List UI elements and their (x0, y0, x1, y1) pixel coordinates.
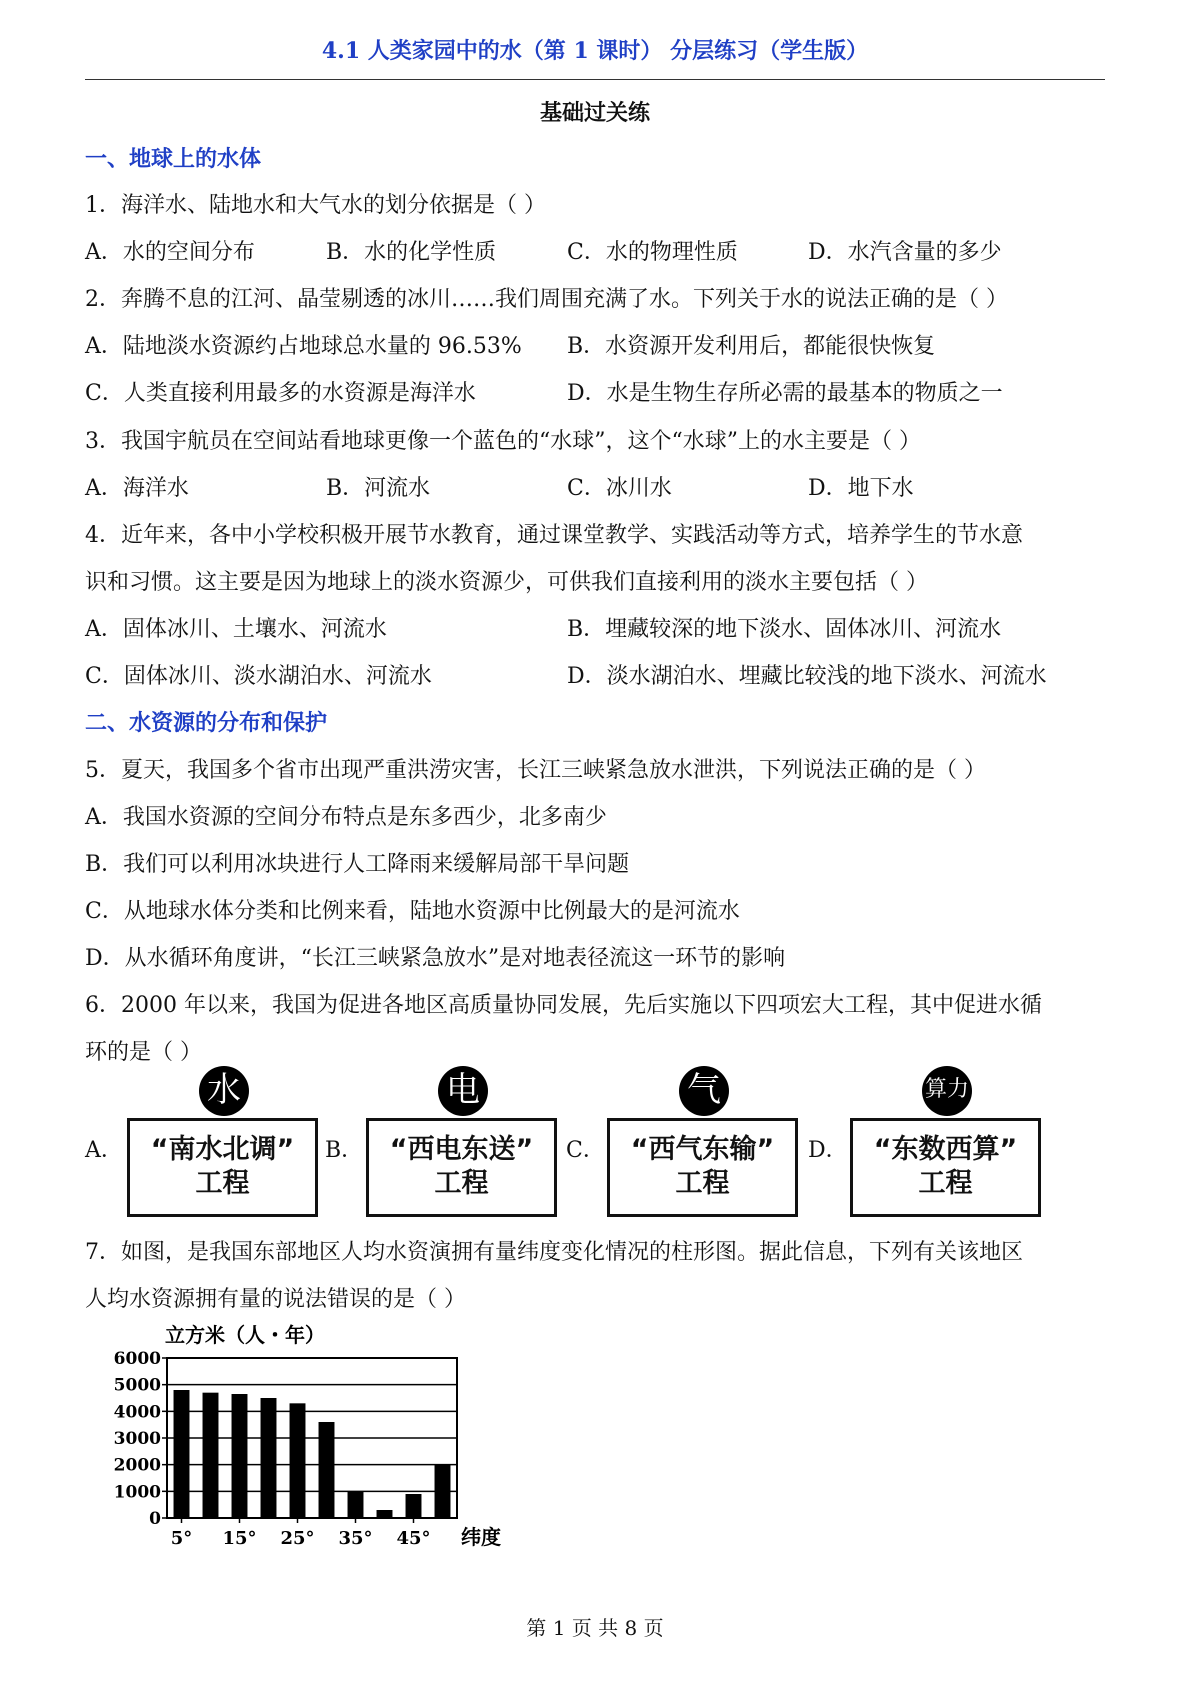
y-tick-label: 5000 (113, 1375, 161, 1396)
q3-stem: 3．我国宇航员在空间站看地球更像一个蓝色的“水球”，这个“水球”上的水主要是（ ） (85, 429, 921, 454)
y-tick-label: 6000 (113, 1349, 161, 1369)
x-tick-label: 15° (222, 1528, 257, 1549)
section-heading: 基础过关练 (539, 100, 650, 126)
q5-option-c[interactable]: C．从地球水体分类和比例来看，陆地水资源中比例最大的是河流水 (85, 899, 740, 924)
q4-option-d[interactable]: D．淡水湖泊水、埋藏比较浅的地下淡水、河流水 (567, 664, 1047, 689)
q4-stem-line1: 4．近年来，各中小学校积极开展节水教育，通过课堂教学、实践活动等方式，培养学生的节水意 (85, 523, 1024, 548)
gas-badge-icon: 气 (679, 1066, 729, 1116)
q3-option-c[interactable]: C．冰川水 (567, 476, 672, 501)
y-tick-label: 0 (149, 1509, 161, 1529)
x-axis-label: 纬度 (461, 1525, 501, 1549)
computing-badge-icon: 算力 (922, 1066, 972, 1116)
q1-stem: 1．海洋水、陆地水和大气水的划分依据是（ ） (85, 193, 546, 218)
q6-option-b-letter[interactable]: B． (325, 1138, 364, 1163)
q5-option-a[interactable]: A．我国水资源的空间分布特点是东多西少，北多南少 (85, 805, 607, 830)
bar (319, 1422, 335, 1518)
q5-option-b[interactable]: B．我们可以利用冰块进行人工降雨来缓解局部干旱问题 (85, 852, 630, 877)
bar (435, 1465, 451, 1518)
q6-option-c-line1: “西气东输” (630, 1134, 775, 1165)
bar (174, 1390, 190, 1518)
x-tick-label: 5° (170, 1528, 193, 1549)
bar (203, 1393, 219, 1518)
q2-stem: 2．奔腾不息的江河、晶莹剔透的冰川……我们周围充满了水。下列关于水的说法正确的是（ ） (85, 287, 1008, 312)
q2-option-c[interactable]: C．人类直接利用最多的水资源是海洋水 (85, 381, 476, 406)
q6-option-b-line2: 工程 (434, 1168, 489, 1199)
bar (232, 1394, 248, 1518)
y-axis-label: 立方米（人・年） (165, 1323, 325, 1347)
q6-option-b-box[interactable] (366, 1118, 557, 1217)
q1-option-b[interactable]: B．水的化学性质 (326, 240, 497, 265)
q1-option-a[interactable]: A．水的空间分布 (85, 240, 255, 265)
bar (290, 1403, 306, 1518)
x-tick-label: 25° (280, 1528, 315, 1549)
x-tick-label: 35° (338, 1528, 373, 1549)
page-title: 4.1 人类家园中的水（第 1 课时） 分层练习（学生版） (321, 38, 869, 64)
water-resource-chart (105, 1320, 505, 1560)
q6-option-d-line1: “东数西算” (873, 1134, 1018, 1165)
bar (377, 1510, 393, 1518)
q4-option-b[interactable]: B．埋藏较深的地下淡水、固体冰川、河流水 (567, 617, 1002, 642)
electricity-badge-icon: 电 (438, 1066, 488, 1116)
bar (406, 1494, 422, 1518)
q4-stem-line2: 识和习惯。这主要是因为地球上的淡水资源少，可供我们直接利用的淡水主要包括（ ） (85, 570, 928, 595)
part2-heading: 二、水资源的分布和保护 (85, 710, 328, 736)
q1-option-c[interactable]: C．水的物理性质 (567, 240, 738, 265)
q5-option-d[interactable]: D．从水循环角度讲，“长江三峡紧急放水”是对地表径流这一环节的影响 (85, 946, 786, 971)
q6-option-a-letter[interactable]: A． (85, 1138, 123, 1163)
chart-svg (105, 1320, 505, 1560)
q7-stem-line2: 人均水资源拥有量的说法错误的是（ ） (85, 1287, 466, 1312)
y-tick-label: 1000 (113, 1482, 161, 1503)
q4-option-a[interactable]: A．固体冰川、土壤水、河流水 (85, 617, 387, 642)
x-tick-label: 45° (396, 1528, 431, 1549)
q6-option-c-line2: 工程 (675, 1168, 730, 1199)
q6-stem-line2: 环的是（ ） (85, 1040, 202, 1065)
q6-option-d-line2: 工程 (918, 1168, 973, 1199)
bar (348, 1491, 364, 1518)
q3-option-b[interactable]: B．河流水 (326, 476, 431, 501)
q6-option-d-letter[interactable]: D． (808, 1138, 848, 1163)
q6-option-c-box[interactable] (607, 1118, 798, 1217)
header-divider (85, 79, 1105, 80)
page-footer: 第 1 页 共 8 页 (526, 1616, 664, 1640)
q3-option-d[interactable]: D．地下水 (808, 476, 914, 501)
q6-option-c-letter[interactable]: C． (566, 1138, 605, 1163)
q4-option-c[interactable]: C．固体冰川、淡水湖泊水、河流水 (85, 664, 432, 689)
q2-option-d[interactable]: D．水是生物生存所必需的最基本的物质之一 (567, 381, 1003, 406)
q7-stem-line1: 7．如图，是我国东部地区人均水资演拥有量纬度变化情况的柱形图。据此信息，下列有关该地区 (85, 1240, 1024, 1265)
q2-option-b[interactable]: B．水资源开发利用后，都能很快恢复 (567, 334, 936, 359)
q6-option-a-line2: 工程 (195, 1168, 250, 1199)
y-tick-label: 3000 (113, 1429, 161, 1449)
q6-option-b-line1: “西电东送” (389, 1134, 534, 1165)
q3-option-a[interactable]: A．海洋水 (85, 476, 189, 501)
bar (261, 1398, 277, 1518)
water-badge-icon: 水 (199, 1066, 249, 1116)
q5-stem: 5．夏天，我国多个省市出现严重洪涝灾害，长江三峡紧急放水泄洪，下列说法正确的是（ ） (85, 758, 986, 783)
q6-option-d-box[interactable] (850, 1118, 1041, 1217)
part1-heading: 一、地球上的水体 (85, 146, 262, 172)
q6-option-a-line1: “南水北调” (150, 1134, 295, 1165)
y-tick-label: 4000 (113, 1402, 161, 1423)
q2-option-a[interactable]: A．陆地淡水资源约占地球总水量的 96.53% (85, 334, 522, 359)
y-tick-label: 2000 (113, 1455, 161, 1476)
q6-option-a-box[interactable] (127, 1118, 318, 1217)
q1-option-d[interactable]: D．水汽含量的多少 (808, 240, 1002, 265)
q6-stem-line1: 6．2000 年以来，我国为促进各地区高质量协同发展，先后实施以下四项宏大工程，其中促进水循 (85, 993, 1042, 1018)
